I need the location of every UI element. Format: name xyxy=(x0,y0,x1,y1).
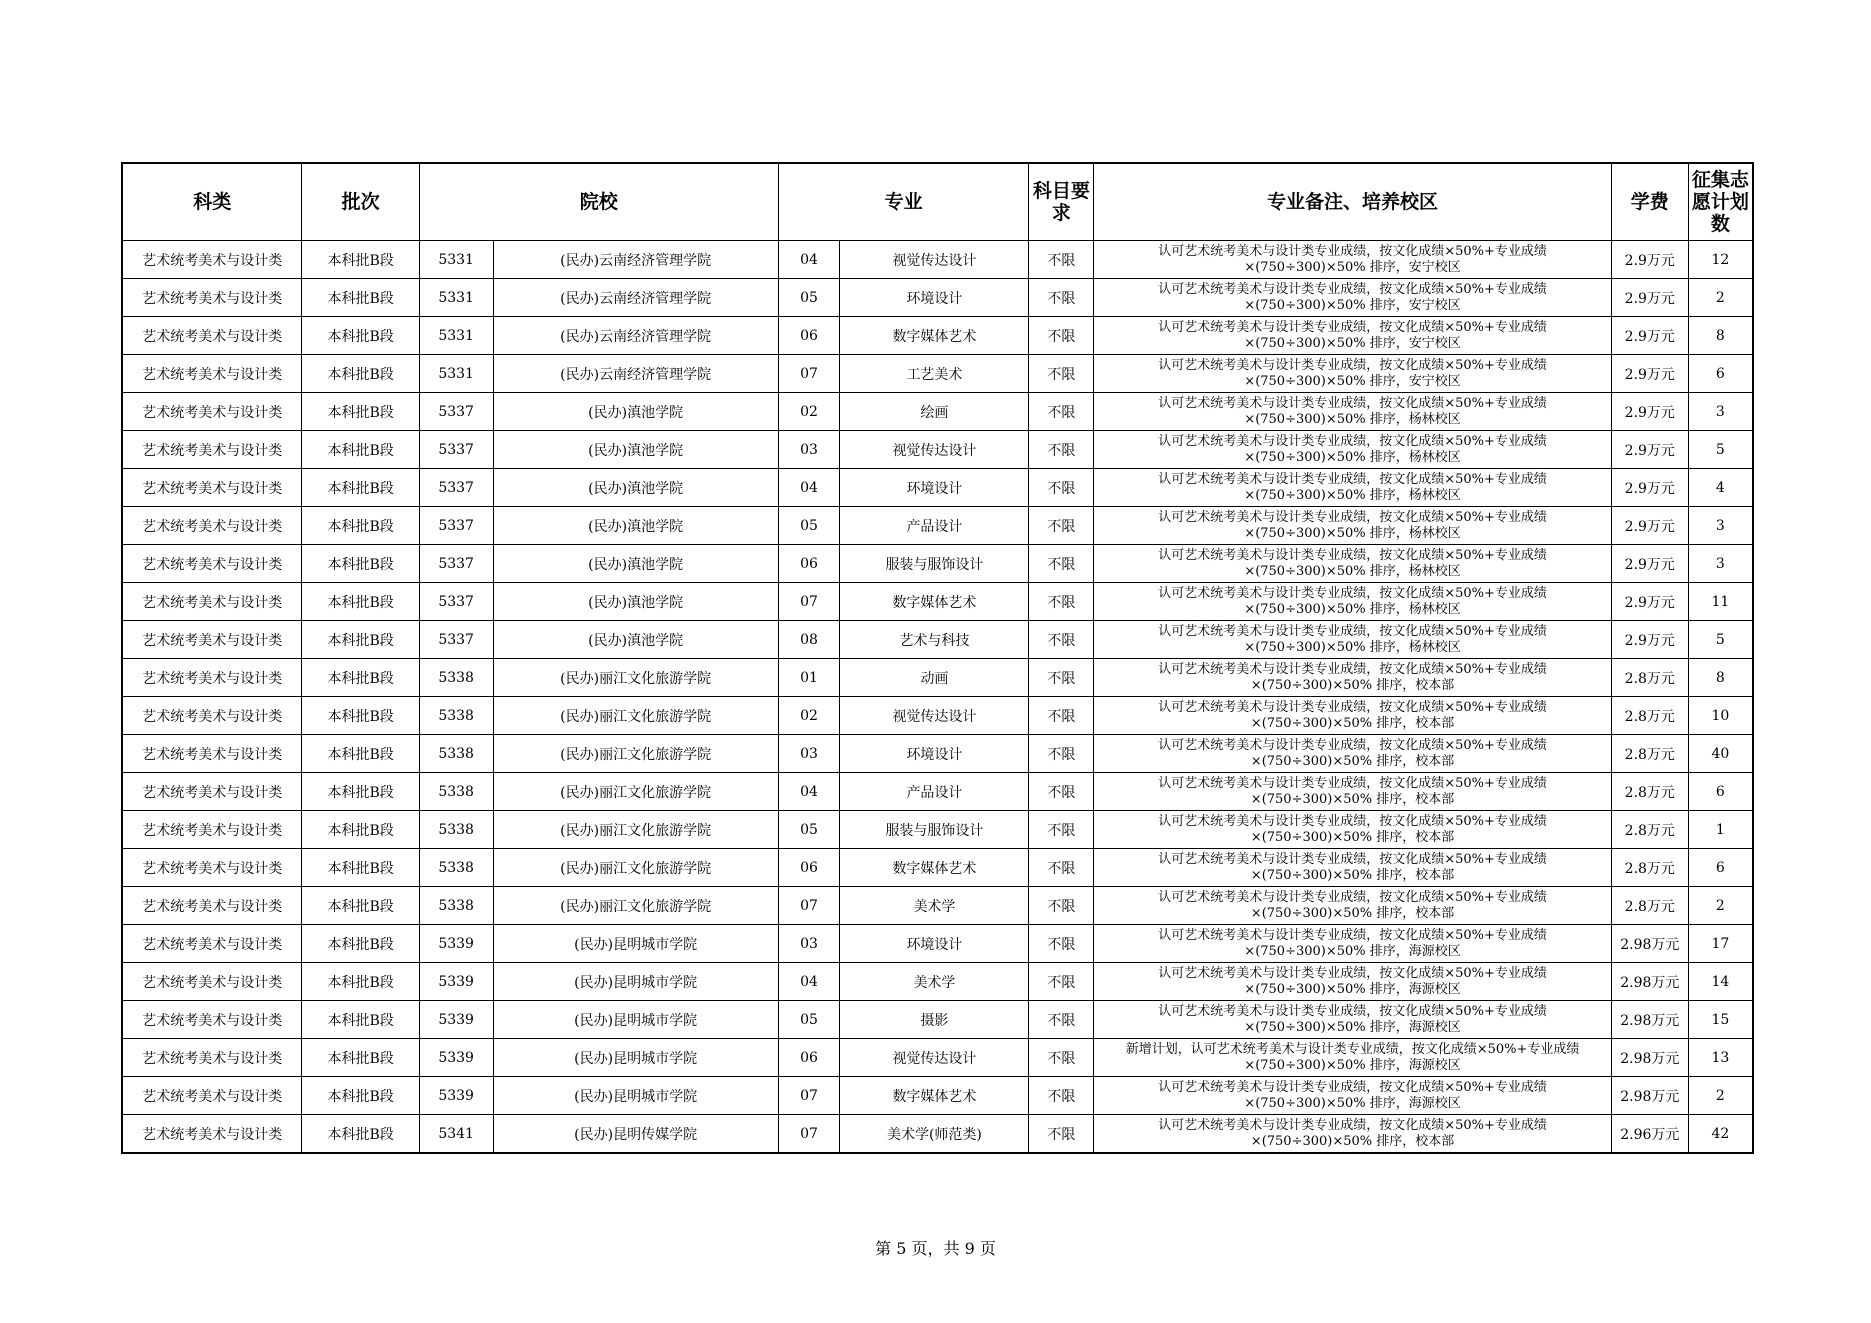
cell-major-code: 05 xyxy=(778,1001,840,1039)
cell-school-code: 5331 xyxy=(419,279,493,317)
cell-category: 艺术统考美术与设计类 xyxy=(122,735,302,773)
cell-batch: 本科批B段 xyxy=(302,659,419,697)
cell-note: 认可艺术统考美术与设计类专业成绩，按文化成绩×50%+专业成绩×(750÷300)×50% 排序，海源校区 xyxy=(1094,925,1612,963)
cell-plan: 6 xyxy=(1688,849,1753,887)
cell-subject-req: 不限 xyxy=(1029,735,1094,773)
cell-plan: 10 xyxy=(1688,697,1753,735)
cell-note: 认可艺术统考美术与设计类专业成绩，按文化成绩×50%+专业成绩×(750÷300)×50% 排序，杨林校区 xyxy=(1094,393,1612,431)
cell-category: 艺术统考美术与设计类 xyxy=(122,1001,302,1039)
cell-fee: 2.98万元 xyxy=(1611,1039,1688,1077)
cell-note: 认可艺术统考美术与设计类专业成绩，按文化成绩×50%+专业成绩×(750÷300)×50% 排序，校本部 xyxy=(1094,697,1612,735)
cell-school-name: (民办)丽江文化旅游学院 xyxy=(493,697,778,735)
table-row xyxy=(122,545,1753,583)
cell-plan: 8 xyxy=(1688,659,1753,697)
cell-batch: 本科批B段 xyxy=(302,621,419,659)
cell-school-name: (民办)云南经济管理学院 xyxy=(493,241,778,279)
cell-major-code: 02 xyxy=(778,697,840,735)
cell-major-name: 环境设计 xyxy=(840,925,1029,963)
cell-major-code: 04 xyxy=(778,469,840,507)
cell-school-code: 5337 xyxy=(419,545,493,583)
cell-major-code: 04 xyxy=(778,963,840,1001)
cell-subject-req: 不限 xyxy=(1029,393,1094,431)
cell-note: 认可艺术统考美术与设计类专业成绩，按文化成绩×50%+专业成绩×(750÷300)×50% 排序，校本部 xyxy=(1094,659,1612,697)
cell-batch: 本科批B段 xyxy=(302,925,419,963)
header-fee: 学费 xyxy=(1611,163,1688,241)
cell-fee: 2.98万元 xyxy=(1611,925,1688,963)
cell-major-name: 艺术与科技 xyxy=(840,621,1029,659)
cell-plan: 17 xyxy=(1688,925,1753,963)
cell-fee: 2.98万元 xyxy=(1611,1077,1688,1115)
cell-major-name: 美术学(师范类) xyxy=(840,1115,1029,1154)
cell-school-code: 5337 xyxy=(419,621,493,659)
table-row xyxy=(122,355,1753,393)
cell-plan: 6 xyxy=(1688,773,1753,811)
cell-school-code: 5337 xyxy=(419,431,493,469)
cell-school-code: 5338 xyxy=(419,849,493,887)
cell-major-code: 07 xyxy=(778,1115,840,1154)
cell-note: 认可艺术统考美术与设计类专业成绩，按文化成绩×50%+专业成绩×(750÷300)×50% 排序，校本部 xyxy=(1094,1115,1612,1154)
cell-major-code: 03 xyxy=(778,925,840,963)
cell-school-code: 5337 xyxy=(419,507,493,545)
cell-subject-req: 不限 xyxy=(1029,1077,1094,1115)
cell-subject-req: 不限 xyxy=(1029,697,1094,735)
table-row xyxy=(122,393,1753,431)
cell-batch: 本科批B段 xyxy=(302,355,419,393)
cell-category: 艺术统考美术与设计类 xyxy=(122,1039,302,1077)
cell-school-name: (民办)昆明传媒学院 xyxy=(493,1115,778,1154)
cell-category: 艺术统考美术与设计类 xyxy=(122,583,302,621)
cell-batch: 本科批B段 xyxy=(302,583,419,621)
cell-plan: 1 xyxy=(1688,811,1753,849)
cell-subject-req: 不限 xyxy=(1029,1001,1094,1039)
table-row xyxy=(122,279,1753,317)
cell-batch: 本科批B段 xyxy=(302,241,419,279)
cell-fee: 2.9万元 xyxy=(1611,507,1688,545)
cell-plan: 42 xyxy=(1688,1115,1753,1154)
cell-note: 认可艺术统考美术与设计类专业成绩，按文化成绩×50%+专业成绩×(750÷300)×50% 排序，海源校区 xyxy=(1094,1077,1612,1115)
cell-category: 艺术统考美术与设计类 xyxy=(122,1115,302,1154)
cell-major-code: 07 xyxy=(778,583,840,621)
cell-plan: 3 xyxy=(1688,393,1753,431)
cell-category: 艺术统考美术与设计类 xyxy=(122,963,302,1001)
cell-school-name: (民办)昆明城市学院 xyxy=(493,1077,778,1115)
cell-fee: 2.9万元 xyxy=(1611,431,1688,469)
cell-school-code: 5339 xyxy=(419,963,493,1001)
cell-major-code: 01 xyxy=(778,659,840,697)
cell-category: 艺术统考美术与设计类 xyxy=(122,317,302,355)
cell-major-name: 环境设计 xyxy=(840,279,1029,317)
cell-major-name: 数字媒体艺术 xyxy=(840,1077,1029,1115)
cell-batch: 本科批B段 xyxy=(302,773,419,811)
cell-note: 认可艺术统考美术与设计类专业成绩，按文化成绩×50%+专业成绩×(750÷300)×50% 排序，杨林校区 xyxy=(1094,507,1612,545)
cell-category: 艺术统考美术与设计类 xyxy=(122,431,302,469)
table-row xyxy=(122,887,1753,925)
cell-note: 认可艺术统考美术与设计类专业成绩，按文化成绩×50%+专业成绩×(750÷300)×50% 排序，安宁校区 xyxy=(1094,317,1612,355)
cell-fee: 2.9万元 xyxy=(1611,279,1688,317)
cell-plan: 3 xyxy=(1688,507,1753,545)
cell-school-code: 5338 xyxy=(419,811,493,849)
cell-batch: 本科批B段 xyxy=(302,849,419,887)
cell-fee: 2.8万元 xyxy=(1611,735,1688,773)
cell-subject-req: 不限 xyxy=(1029,355,1094,393)
cell-school-name: (民办)滇池学院 xyxy=(493,545,778,583)
cell-fee: 2.98万元 xyxy=(1611,963,1688,1001)
cell-major-code: 07 xyxy=(778,887,840,925)
cell-plan: 2 xyxy=(1688,1077,1753,1115)
cell-major-code: 07 xyxy=(778,355,840,393)
cell-plan: 12 xyxy=(1688,241,1753,279)
cell-school-name: (民办)滇池学院 xyxy=(493,393,778,431)
cell-major-name: 视觉传达设计 xyxy=(840,697,1029,735)
cell-school-name: (民办)滇池学院 xyxy=(493,431,778,469)
cell-note: 认可艺术统考美术与设计类专业成绩，按文化成绩×50%+专业成绩×(750÷300)×50% 排序，海源校区 xyxy=(1094,1001,1612,1039)
admission-table xyxy=(121,162,1754,1154)
cell-major-name: 摄影 xyxy=(840,1001,1029,1039)
cell-note: 认可艺术统考美术与设计类专业成绩，按文化成绩×50%+专业成绩×(750÷300)×50% 排序，校本部 xyxy=(1094,735,1612,773)
cell-major-code: 07 xyxy=(778,1077,840,1115)
cell-fee: 2.8万元 xyxy=(1611,849,1688,887)
cell-school-code: 5331 xyxy=(419,317,493,355)
cell-fee: 2.8万元 xyxy=(1611,697,1688,735)
cell-fee: 2.9万元 xyxy=(1611,621,1688,659)
cell-category: 艺术统考美术与设计类 xyxy=(122,849,302,887)
cell-school-code: 5339 xyxy=(419,1001,493,1039)
cell-subject-req: 不限 xyxy=(1029,317,1094,355)
cell-note: 认可艺术统考美术与设计类专业成绩，按文化成绩×50%+专业成绩×(750÷300)×50% 排序，杨林校区 xyxy=(1094,545,1612,583)
cell-note: 认可艺术统考美术与设计类专业成绩，按文化成绩×50%+专业成绩×(750÷300)×50% 排序，安宁校区 xyxy=(1094,355,1612,393)
cell-plan: 3 xyxy=(1688,545,1753,583)
cell-batch: 本科批B段 xyxy=(302,1039,419,1077)
cell-major-code: 06 xyxy=(778,317,840,355)
cell-category: 艺术统考美术与设计类 xyxy=(122,811,302,849)
cell-school-code: 5339 xyxy=(419,1077,493,1115)
cell-fee: 2.96万元 xyxy=(1611,1115,1688,1154)
cell-batch: 本科批B段 xyxy=(302,1115,419,1154)
cell-school-name: (民办)滇池学院 xyxy=(493,469,778,507)
cell-plan: 8 xyxy=(1688,317,1753,355)
cell-major-code: 05 xyxy=(778,811,840,849)
table-row xyxy=(122,621,1753,659)
cell-batch: 本科批B段 xyxy=(302,393,419,431)
cell-major-code: 06 xyxy=(778,545,840,583)
cell-batch: 本科批B段 xyxy=(302,1077,419,1115)
cell-fee: 2.8万元 xyxy=(1611,773,1688,811)
cell-major-name: 环境设计 xyxy=(840,735,1029,773)
cell-major-code: 02 xyxy=(778,393,840,431)
cell-note: 新增计划，认可艺术统考美术与设计类专业成绩，按文化成绩×50%+专业成绩×(750÷300)×50% 排序，海源校区 xyxy=(1094,1039,1612,1077)
cell-major-code: 04 xyxy=(778,773,840,811)
table-row xyxy=(122,1077,1753,1115)
cell-subject-req: 不限 xyxy=(1029,1039,1094,1077)
header-major: 专业 xyxy=(778,163,1029,241)
cell-category: 艺术统考美术与设计类 xyxy=(122,507,302,545)
cell-subject-req: 不限 xyxy=(1029,241,1094,279)
table-row xyxy=(122,659,1753,697)
cell-school-name: (民办)昆明城市学院 xyxy=(493,1039,778,1077)
cell-school-name: (民办)丽江文化旅游学院 xyxy=(493,849,778,887)
cell-fee: 2.9万元 xyxy=(1611,545,1688,583)
cell-school-code: 5339 xyxy=(419,1039,493,1077)
cell-plan: 15 xyxy=(1688,1001,1753,1039)
cell-batch: 本科批B段 xyxy=(302,279,419,317)
cell-school-name: (民办)滇池学院 xyxy=(493,507,778,545)
cell-plan: 5 xyxy=(1688,431,1753,469)
cell-fee: 2.9万元 xyxy=(1611,469,1688,507)
header-row xyxy=(122,163,1753,241)
cell-batch: 本科批B段 xyxy=(302,431,419,469)
cell-category: 艺术统考美术与设计类 xyxy=(122,659,302,697)
cell-major-code: 03 xyxy=(778,735,840,773)
cell-subject-req: 不限 xyxy=(1029,279,1094,317)
cell-plan: 14 xyxy=(1688,963,1753,1001)
cell-category: 艺术统考美术与设计类 xyxy=(122,621,302,659)
cell-subject-req: 不限 xyxy=(1029,545,1094,583)
cell-subject-req: 不限 xyxy=(1029,887,1094,925)
cell-note: 认可艺术统考美术与设计类专业成绩，按文化成绩×50%+专业成绩×(750÷300)×50% 排序，安宁校区 xyxy=(1094,279,1612,317)
cell-fee: 2.9万元 xyxy=(1611,355,1688,393)
cell-subject-req: 不限 xyxy=(1029,773,1094,811)
header-subject-req: 科目要求 xyxy=(1029,163,1094,241)
cell-school-name: (民办)丽江文化旅游学院 xyxy=(493,773,778,811)
cell-school-code: 5341 xyxy=(419,1115,493,1154)
cell-batch: 本科批B段 xyxy=(302,545,419,583)
cell-school-name: (民办)滇池学院 xyxy=(493,621,778,659)
cell-major-name: 产品设计 xyxy=(840,773,1029,811)
cell-school-code: 5338 xyxy=(419,735,493,773)
cell-major-code: 04 xyxy=(778,241,840,279)
table-row xyxy=(122,241,1753,279)
cell-category: 艺术统考美术与设计类 xyxy=(122,1077,302,1115)
cell-plan: 11 xyxy=(1688,583,1753,621)
cell-school-code: 5338 xyxy=(419,773,493,811)
cell-fee: 2.8万元 xyxy=(1611,887,1688,925)
cell-category: 艺术统考美术与设计类 xyxy=(122,393,302,431)
cell-school-name: (民办)昆明城市学院 xyxy=(493,1001,778,1039)
table-row xyxy=(122,697,1753,735)
table-row xyxy=(122,773,1753,811)
table-row xyxy=(122,1039,1753,1077)
cell-note: 认可艺术统考美术与设计类专业成绩，按文化成绩×50%+专业成绩×(750÷300)×50% 排序，校本部 xyxy=(1094,849,1612,887)
cell-major-name: 服装与服饰设计 xyxy=(840,545,1029,583)
cell-subject-req: 不限 xyxy=(1029,659,1094,697)
cell-note: 认可艺术统考美术与设计类专业成绩，按文化成绩×50%+专业成绩×(750÷300)×50% 排序，校本部 xyxy=(1094,811,1612,849)
cell-category: 艺术统考美术与设计类 xyxy=(122,241,302,279)
cell-school-code: 5337 xyxy=(419,393,493,431)
cell-major-name: 美术学 xyxy=(840,887,1029,925)
cell-subject-req: 不限 xyxy=(1029,583,1094,621)
cell-fee: 2.9万元 xyxy=(1611,393,1688,431)
cell-major-name: 数字媒体艺术 xyxy=(840,849,1029,887)
cell-subject-req: 不限 xyxy=(1029,925,1094,963)
cell-batch: 本科批B段 xyxy=(302,735,419,773)
cell-school-name: (民办)丽江文化旅游学院 xyxy=(493,735,778,773)
cell-major-code: 03 xyxy=(778,431,840,469)
cell-plan: 4 xyxy=(1688,469,1753,507)
cell-plan: 5 xyxy=(1688,621,1753,659)
page-footer: 第 5 页，共 9 页 xyxy=(875,1239,996,1258)
header-plan: 征集志愿计划数 xyxy=(1688,163,1753,241)
cell-category: 艺术统考美术与设计类 xyxy=(122,925,302,963)
cell-school-name: (民办)滇池学院 xyxy=(493,583,778,621)
cell-note: 认可艺术统考美术与设计类专业成绩，按文化成绩×50%+专业成绩×(750÷300)×50% 排序，杨林校区 xyxy=(1094,431,1612,469)
table-row xyxy=(122,849,1753,887)
table-row xyxy=(122,469,1753,507)
cell-batch: 本科批B段 xyxy=(302,469,419,507)
cell-category: 艺术统考美术与设计类 xyxy=(122,545,302,583)
cell-subject-req: 不限 xyxy=(1029,849,1094,887)
cell-subject-req: 不限 xyxy=(1029,621,1094,659)
cell-school-code: 5331 xyxy=(419,241,493,279)
cell-school-code: 5338 xyxy=(419,697,493,735)
table-row xyxy=(122,811,1753,849)
cell-batch: 本科批B段 xyxy=(302,887,419,925)
cell-fee: 2.9万元 xyxy=(1611,241,1688,279)
cell-subject-req: 不限 xyxy=(1029,963,1094,1001)
table-row xyxy=(122,1001,1753,1039)
cell-school-code: 5337 xyxy=(419,583,493,621)
cell-note: 认可艺术统考美术与设计类专业成绩，按文化成绩×50%+专业成绩×(750÷300)×50% 排序，校本部 xyxy=(1094,773,1612,811)
header-category: 科类 xyxy=(122,163,302,241)
cell-note: 认可艺术统考美术与设计类专业成绩，按文化成绩×50%+专业成绩×(750÷300)×50% 排序，海源校区 xyxy=(1094,963,1612,1001)
cell-subject-req: 不限 xyxy=(1029,811,1094,849)
cell-batch: 本科批B段 xyxy=(302,811,419,849)
cell-major-code: 06 xyxy=(778,849,840,887)
cell-plan: 2 xyxy=(1688,279,1753,317)
cell-school-name: (民办)云南经济管理学院 xyxy=(493,279,778,317)
cell-major-name: 服装与服饰设计 xyxy=(840,811,1029,849)
cell-major-name: 动画 xyxy=(840,659,1029,697)
cell-plan: 2 xyxy=(1688,887,1753,925)
cell-batch: 本科批B段 xyxy=(302,507,419,545)
cell-school-name: (民办)丽江文化旅游学院 xyxy=(493,887,778,925)
table-row xyxy=(122,583,1753,621)
cell-major-name: 工艺美术 xyxy=(840,355,1029,393)
cell-major-name: 产品设计 xyxy=(840,507,1029,545)
cell-batch: 本科批B段 xyxy=(302,963,419,1001)
cell-category: 艺术统考美术与设计类 xyxy=(122,355,302,393)
cell-plan: 6 xyxy=(1688,355,1753,393)
table-row xyxy=(122,925,1753,963)
cell-plan: 40 xyxy=(1688,735,1753,773)
cell-major-name: 视觉传达设计 xyxy=(840,431,1029,469)
cell-category: 艺术统考美术与设计类 xyxy=(122,773,302,811)
cell-school-code: 5337 xyxy=(419,469,493,507)
cell-plan: 13 xyxy=(1688,1039,1753,1077)
cell-major-code: 05 xyxy=(778,507,840,545)
header-school: 院校 xyxy=(419,163,778,241)
cell-note: 认可艺术统考美术与设计类专业成绩，按文化成绩×50%+专业成绩×(750÷300)×50% 排序，安宁校区 xyxy=(1094,241,1612,279)
cell-school-code: 5338 xyxy=(419,887,493,925)
cell-note: 认可艺术统考美术与设计类专业成绩，按文化成绩×50%+专业成绩×(750÷300)×50% 排序，校本部 xyxy=(1094,887,1612,925)
cell-subject-req: 不限 xyxy=(1029,431,1094,469)
cell-major-name: 绘画 xyxy=(840,393,1029,431)
cell-school-name: (民办)昆明城市学院 xyxy=(493,925,778,963)
cell-major-code: 05 xyxy=(778,279,840,317)
cell-major-code: 06 xyxy=(778,1039,840,1077)
cell-major-name: 美术学 xyxy=(840,963,1029,1001)
cell-school-code: 5338 xyxy=(419,659,493,697)
header-note: 专业备注、培养校区 xyxy=(1094,163,1612,241)
cell-category: 艺术统考美术与设计类 xyxy=(122,697,302,735)
cell-fee: 2.9万元 xyxy=(1611,583,1688,621)
cell-major-name: 数字媒体艺术 xyxy=(840,583,1029,621)
cell-note: 认可艺术统考美术与设计类专业成绩，按文化成绩×50%+专业成绩×(750÷300)×50% 排序，杨林校区 xyxy=(1094,583,1612,621)
cell-school-name: (民办)昆明城市学院 xyxy=(493,963,778,1001)
cell-school-code: 5339 xyxy=(419,925,493,963)
cell-fee: 2.98万元 xyxy=(1611,1001,1688,1039)
cell-subject-req: 不限 xyxy=(1029,469,1094,507)
cell-school-code: 5331 xyxy=(419,355,493,393)
cell-fee: 2.9万元 xyxy=(1611,317,1688,355)
cell-category: 艺术统考美术与设计类 xyxy=(122,279,302,317)
cell-subject-req: 不限 xyxy=(1029,1115,1094,1154)
cell-batch: 本科批B段 xyxy=(302,317,419,355)
cell-category: 艺术统考美术与设计类 xyxy=(122,469,302,507)
table-row xyxy=(122,1115,1753,1154)
cell-category: 艺术统考美术与设计类 xyxy=(122,887,302,925)
cell-major-name: 视觉传达设计 xyxy=(840,1039,1029,1077)
cell-fee: 2.8万元 xyxy=(1611,811,1688,849)
header-batch: 批次 xyxy=(302,163,419,241)
cell-major-name: 视觉传达设计 xyxy=(840,241,1029,279)
cell-major-name: 数字媒体艺术 xyxy=(840,317,1029,355)
cell-school-name: (民办)云南经济管理学院 xyxy=(493,355,778,393)
cell-school-name: (民办)云南经济管理学院 xyxy=(493,317,778,355)
cell-fee: 2.8万元 xyxy=(1611,659,1688,697)
cell-major-code: 08 xyxy=(778,621,840,659)
cell-subject-req: 不限 xyxy=(1029,507,1094,545)
cell-batch: 本科批B段 xyxy=(302,697,419,735)
cell-note: 认可艺术统考美术与设计类专业成绩，按文化成绩×50%+专业成绩×(750÷300)×50% 排序，杨林校区 xyxy=(1094,469,1612,507)
cell-batch: 本科批B段 xyxy=(302,1001,419,1039)
table-row xyxy=(122,735,1753,773)
cell-school-name: (民办)丽江文化旅游学院 xyxy=(493,811,778,849)
table-row xyxy=(122,317,1753,355)
cell-major-name: 环境设计 xyxy=(840,469,1029,507)
cell-school-name: (民办)丽江文化旅游学院 xyxy=(493,659,778,697)
table-row xyxy=(122,431,1753,469)
table-row xyxy=(122,507,1753,545)
table-row xyxy=(122,963,1753,1001)
cell-note: 认可艺术统考美术与设计类专业成绩，按文化成绩×50%+专业成绩×(750÷300)×50% 排序，杨林校区 xyxy=(1094,621,1612,659)
